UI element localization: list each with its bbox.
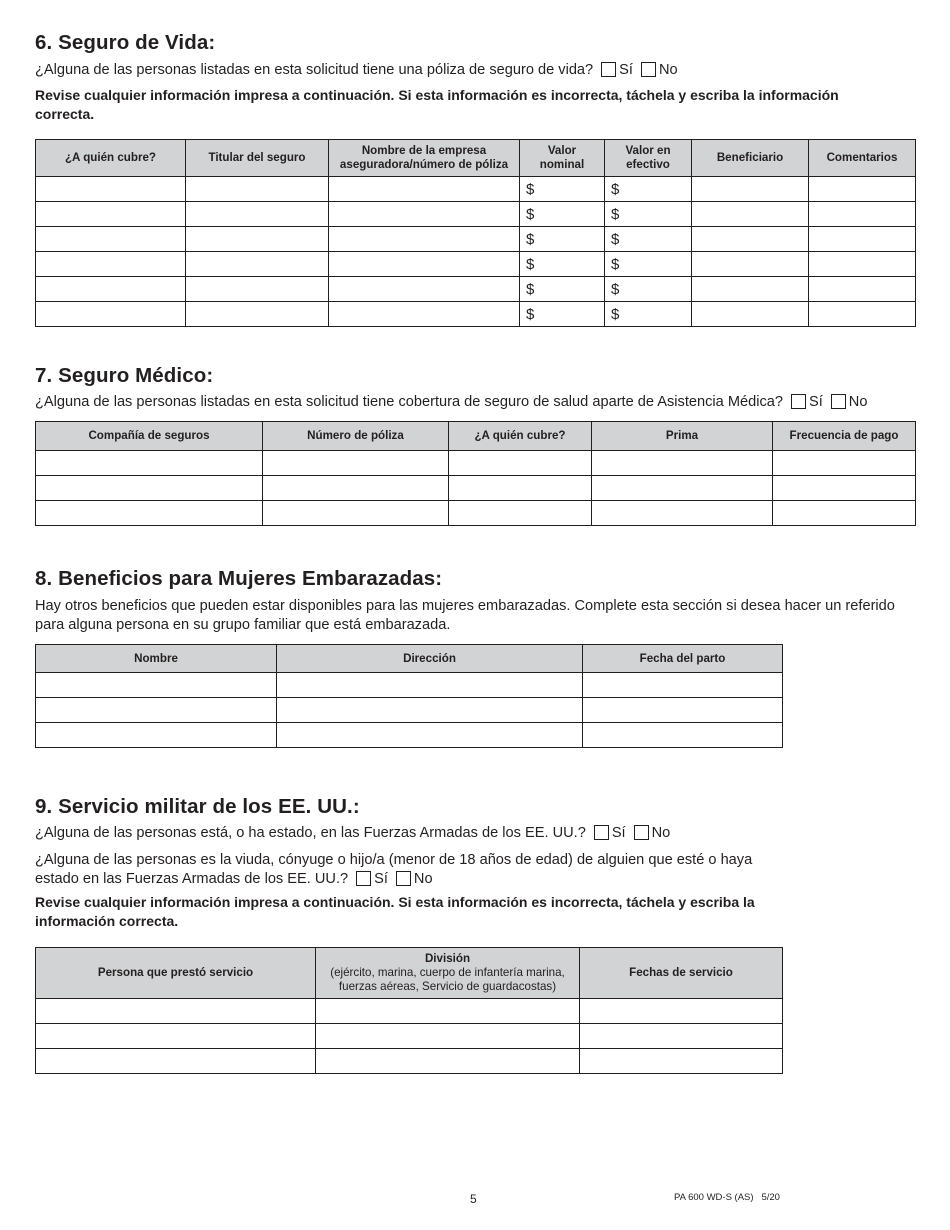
cell[interactable]: [36, 501, 263, 526]
section-7-title: 7. Seguro Médico:: [35, 364, 214, 387]
health-insurance-yes-checkbox[interactable]: [791, 394, 806, 409]
cash-value-cell[interactable]: $: [605, 227, 692, 252]
cash-value-cell[interactable]: $: [605, 252, 692, 277]
col-service-dates: Fechas de servicio: [580, 948, 783, 999]
cell[interactable]: [692, 202, 809, 227]
cell[interactable]: [186, 302, 329, 327]
cash-value-cell[interactable]: $: [605, 202, 692, 227]
cell[interactable]: [449, 476, 592, 501]
section-9-instruction: Revise cualquier información impresa a continuación. Si esta información es incorrecta, táchela y escriba la información correcta.: [35, 894, 755, 929]
table-row: [36, 1049, 783, 1074]
cell[interactable]: [263, 451, 449, 476]
yes-label: Sí: [809, 394, 823, 410]
col-name: Nombre: [36, 645, 277, 673]
cell[interactable]: [329, 177, 520, 202]
cell[interactable]: [449, 451, 592, 476]
col-who-covered: ¿A quién cubre?: [449, 422, 592, 451]
table-row: [36, 252, 916, 277]
military-question-1-text: ¿Alguna de las personas está, o ha estado, en las Fuerzas Armadas de los EE. UU.?: [35, 825, 586, 841]
face-value-cell[interactable]: $: [520, 302, 605, 327]
cell[interactable]: [449, 501, 592, 526]
cell[interactable]: [36, 1024, 316, 1049]
life-insurance-no-checkbox[interactable]: [641, 62, 656, 77]
col-insurance-company: Compañía de seguros: [36, 422, 263, 451]
yes-label: Sí: [611, 825, 626, 841]
division-note: (ejército, marina, cuerpo de infantería marina, fuerzas aéreas, Servicio de guardacostas): [330, 966, 565, 993]
yes-label: Sí: [619, 62, 633, 78]
no-label: No: [413, 871, 433, 887]
cell[interactable]: [36, 999, 316, 1024]
cell[interactable]: [809, 252, 916, 277]
table-row: [36, 177, 916, 202]
section-8-title: 8. Beneficios para Mujeres Embarazadas:: [35, 567, 443, 590]
life-insurance-question-text: ¿Alguna de las personas listadas en esta solicitud tiene una póliza de seguro de vida?: [35, 62, 594, 78]
health-insurance-no-checkbox[interactable]: [831, 394, 846, 409]
section-6-instruction: Revise cualquier información impresa a continuación. Si esta información es incorrecta, táchela y escriba la información correcta.: [35, 87, 839, 122]
col-beneficiary: Beneficiario: [692, 140, 809, 177]
table-row: [36, 501, 916, 526]
health-insurance-table: [35, 421, 916, 526]
military-question-1: [35, 824, 670, 843]
col-who-covered: ¿A quién cubre?: [36, 140, 186, 177]
table-row: [36, 202, 916, 227]
table-row: [36, 451, 916, 476]
col-policy-number: Número de póliza: [263, 422, 449, 451]
table-row: [36, 673, 783, 698]
life-insurance-yes-checkbox[interactable]: [601, 62, 616, 77]
cell[interactable]: [186, 277, 329, 302]
cell[interactable]: [186, 202, 329, 227]
cell[interactable]: [809, 177, 916, 202]
cell[interactable]: [263, 476, 449, 501]
cash-value-cell[interactable]: $: [605, 277, 692, 302]
health-insurance-question-text: ¿Alguna de las personas listadas en esta solicitud tiene cobertura de seguro de salud aparte de Asistencia Médica?: [35, 394, 783, 410]
col-insurer-policy-number: Nombre de la empresa aseguradora/número de póliza: [329, 140, 520, 177]
cell[interactable]: [809, 227, 916, 252]
col-comments: Comentarios: [809, 140, 916, 177]
military-q2-yes-checkbox[interactable]: [356, 871, 371, 886]
face-value-cell[interactable]: $: [520, 202, 605, 227]
no-label: No: [651, 825, 671, 841]
cell[interactable]: [329, 252, 520, 277]
table-row: [36, 1024, 783, 1049]
military-question-2-text: ¿Alguna de las personas es la viuda, cónyuge o hijo/a (menor de 18 años de edad) de alguien que esté o haya estado en las Fuerzas Armadas de los EE. UU.?: [35, 852, 753, 887]
cell[interactable]: [316, 1049, 580, 1074]
military-q1-yes-checkbox[interactable]: [594, 825, 609, 840]
military-q1-no-checkbox[interactable]: [634, 825, 649, 840]
cell[interactable]: [36, 252, 186, 277]
cell[interactable]: [36, 227, 186, 252]
cell[interactable]: [329, 202, 520, 227]
cell[interactable]: [692, 177, 809, 202]
no-label: No: [658, 62, 678, 78]
col-premium: Prima: [592, 422, 773, 451]
face-value-cell[interactable]: $: [520, 277, 605, 302]
cell[interactable]: [329, 277, 520, 302]
cell[interactable]: [277, 673, 583, 698]
cell[interactable]: [186, 177, 329, 202]
table-row: [36, 999, 783, 1024]
cell[interactable]: [36, 177, 186, 202]
section-8-text: Hay otros beneficios que pueden estar disponibles para las mujeres embarazadas. Complete esta sección si desea hacer un referido para alguna persona en su grupo familiar que está embarazada.: [35, 598, 895, 633]
cell[interactable]: [36, 451, 263, 476]
face-value-cell[interactable]: $: [520, 227, 605, 252]
cell[interactable]: [36, 476, 263, 501]
health-insurance-question: [35, 393, 867, 412]
cell[interactable]: [773, 451, 916, 476]
cell[interactable]: [692, 252, 809, 277]
cell[interactable]: [592, 501, 773, 526]
yes-label: Sí: [374, 871, 388, 887]
col-cash-value: Valor en efectivo: [605, 140, 692, 177]
table-row: [36, 698, 783, 723]
pregnant-women-table: [35, 644, 783, 748]
cell[interactable]: [580, 1024, 783, 1049]
cell[interactable]: [316, 1024, 580, 1049]
face-value-cell[interactable]: $: [520, 177, 605, 202]
cash-value-cell[interactable]: $: [605, 302, 692, 327]
life-insurance-table: [35, 139, 916, 327]
military-service-table: [35, 947, 783, 1074]
cell[interactable]: [692, 277, 809, 302]
table-row: [36, 277, 916, 302]
cell[interactable]: [277, 723, 583, 748]
cell[interactable]: [36, 723, 277, 748]
military-question-2: [35, 851, 765, 889]
col-person-served: Persona que prestó servicio: [36, 948, 316, 999]
cell[interactable]: [809, 302, 916, 327]
cell[interactable]: [692, 227, 809, 252]
page-number: 5: [470, 1192, 477, 1206]
military-q2-no-checkbox[interactable]: [396, 871, 411, 886]
cell[interactable]: [186, 252, 329, 277]
table-row: [36, 723, 783, 748]
cell[interactable]: [773, 476, 916, 501]
cell[interactable]: [583, 698, 783, 723]
table-row: [36, 302, 916, 327]
cell[interactable]: [592, 476, 773, 501]
cell[interactable]: [36, 1049, 316, 1074]
cell[interactable]: [263, 501, 449, 526]
form-id: PA 600 WD-S (AS) 5/20: [674, 1192, 780, 1203]
col-face-value: Valor nominal: [520, 140, 605, 177]
division-label: División: [424, 952, 471, 965]
cell[interactable]: [36, 277, 186, 302]
col-address: Dirección: [277, 645, 583, 673]
no-label: No: [848, 394, 868, 410]
cell[interactable]: [186, 227, 329, 252]
cell[interactable]: [809, 202, 916, 227]
cell[interactable]: [36, 302, 186, 327]
cell[interactable]: [692, 302, 809, 327]
table-row: [36, 227, 916, 252]
cell[interactable]: [809, 277, 916, 302]
col-payment-frequency: Frecuencia de pago: [773, 422, 916, 451]
section-6-title: 6. Seguro de Vida:: [35, 31, 216, 54]
life-insurance-question: [35, 61, 678, 80]
cell[interactable]: [329, 302, 520, 327]
cell[interactable]: [592, 451, 773, 476]
section-9-title: 9. Servicio militar de los EE. UU.:: [35, 795, 360, 818]
col-due-date: Fecha del parto: [583, 645, 783, 673]
cell[interactable]: [36, 698, 277, 723]
cell[interactable]: [580, 999, 783, 1024]
cell[interactable]: [583, 723, 783, 748]
col-division: [316, 948, 580, 999]
cell[interactable]: [36, 202, 186, 227]
cell[interactable]: [580, 1049, 783, 1074]
cell[interactable]: [583, 673, 783, 698]
cell[interactable]: [773, 501, 916, 526]
cash-value-cell[interactable]: $: [605, 177, 692, 202]
col-policy-holder: Titular del seguro: [186, 140, 329, 177]
cell[interactable]: [277, 698, 583, 723]
cell[interactable]: [36, 673, 277, 698]
cell[interactable]: [329, 227, 520, 252]
face-value-cell[interactable]: $: [520, 252, 605, 277]
cell[interactable]: [316, 999, 580, 1024]
table-row: [36, 476, 916, 501]
